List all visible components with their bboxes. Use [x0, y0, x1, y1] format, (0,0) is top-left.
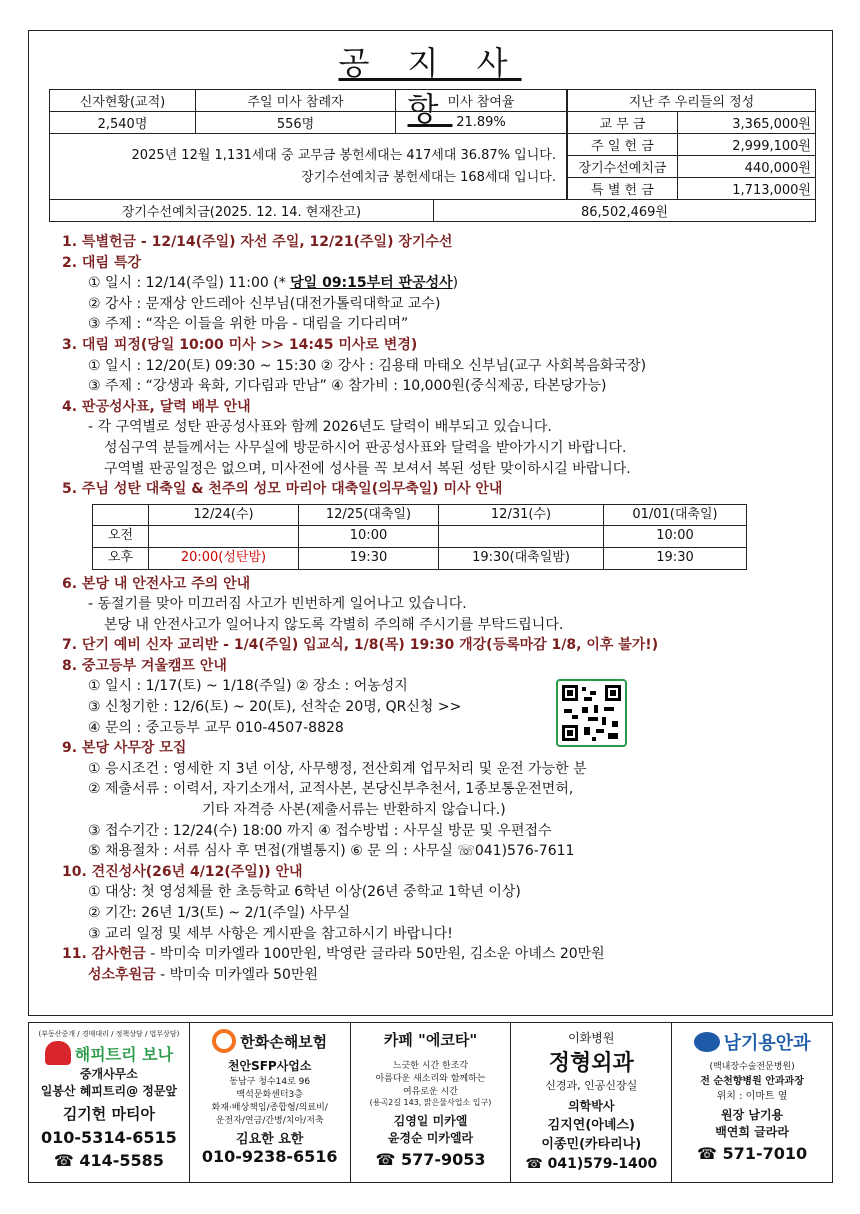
item-line: ① 대상: 첫 영성체를 한 초등학교 6학년 이상(26년 중학교 1학년 이상): [88, 884, 521, 901]
sched-cell: 19:30: [604, 547, 747, 569]
sched-header: 01/01(대축일): [604, 504, 747, 526]
mass-schedule-table: [92, 504, 747, 570]
ad-person: 이종민(카타리나): [541, 1137, 642, 1152]
item-line: ④ 문의 : 중고등부 교무 010-4507-8828: [88, 719, 344, 736]
item-heading: 9. 본당 사무장 모집: [62, 740, 187, 757]
item-line: 구역별 판공일정은 없으며, 미사전에 성사를 꼭 보셔서 복된 성탄 맞이하시길 바랍니다.: [104, 460, 631, 477]
item-heading: 2. 대림 특강: [62, 254, 141, 271]
hanwha-logo-icon: [212, 1029, 236, 1053]
item-line: 기타 자격증 사본(제출서류는 반환하지 않습니다.): [202, 802, 506, 819]
item-line: ⑤ 채용절차 : 서류 심사 후 면접(개별통지) ⑥ 문 의 : 사무실 ☏041)576-7611: [88, 843, 575, 860]
sched-cell: 19:30: [299, 547, 439, 569]
ad-text: 위치 : 이마트 옆: [716, 1091, 788, 1102]
item-line: ① 일시 : 1/17(토) ~ 1/18(주일) ② 장소 : 어농성지: [88, 678, 408, 695]
stat-value: 556명: [196, 112, 396, 134]
ad-name: 한화손해보험: [240, 1032, 328, 1051]
item-line: - 동절기를 맞아 미끄러짐 사고가 빈번하게 일어나고 있습니다.: [88, 596, 467, 613]
ad-text: 천안SFP사업소: [227, 1059, 312, 1073]
ad-text: 아름다운 새소리와 함께하는: [375, 1074, 486, 1084]
ad-phone: 010-9238-6516: [201, 1147, 338, 1166]
item-line: ② 제출서류 : 이력서, 자기소개서, 교적사본, 본당신부추천서, 1종보통운전면허,: [88, 781, 574, 798]
item-line: 11. 감사헌금 - 박미숙 미카엘라 100만원, 박영란 글라라 50만원, 김소운 아녜스 20만원: [62, 946, 605, 963]
ad-text: (백내장수술전문병원): [709, 1062, 795, 1072]
ad-text: 신경과, 인공신장실: [545, 1079, 638, 1092]
ad-person: 김요한 요한: [236, 1132, 304, 1147]
heart-icon: [45, 1041, 71, 1065]
sched-header: [93, 504, 149, 526]
item-line: ② 강사 : 문재상 안드레아 신부님(대전가톨릭대학교 교수): [88, 295, 441, 312]
notice-body: [62, 232, 822, 985]
ad-text: 전 순천향병원 안과과장: [700, 1076, 804, 1087]
item-line: ③ 주제 : “강생과 육화, 기다림과 만남” ④ 참가비 : 10,000원(중식제공, 타본당가능): [88, 378, 607, 395]
ad-hospital: [511, 1023, 672, 1182]
highlight-text: 당일 09:15부터 판공성사: [290, 275, 453, 292]
item-line: ③ 교리 일정 및 세부 사항은 게시판을 참고하시기 바랍니다!: [88, 925, 453, 942]
page-title: 공 지 사 항: [338, 44, 522, 128]
ad-person: 윤경순 미카엘라: [387, 1131, 474, 1145]
ad-realestate: [29, 1023, 190, 1182]
ad-text: 중개사무소: [79, 1067, 138, 1081]
ad-text: 여유로운 시간: [402, 1087, 458, 1097]
offering-label: 장기수선예치금: [568, 156, 678, 178]
sched-cell: [439, 526, 604, 548]
stats-note: 장기수선예치금 봉헌세대는 168세대 입니다.: [301, 169, 556, 185]
ad-insurance: [190, 1023, 351, 1182]
ad-name: 카페 "에코타": [383, 1031, 478, 1049]
item-heading: 5. 주님 성탄 대축일 & 천주의 성모 마리아 대축일(의무축일) 미사 안내: [62, 481, 503, 498]
item-heading: 10. 견진성사(26년 4/12(주일)) 안내: [62, 863, 303, 880]
item-heading: 6. 본당 내 안전사고 주의 안내: [62, 575, 251, 592]
sched-cell: [149, 526, 299, 548]
ad-name: 정형외과: [548, 1051, 634, 1076]
offering-value: 1,713,000원: [678, 178, 816, 200]
ad-person: 백연희 글라라: [715, 1125, 789, 1139]
ad-text: (부동산중개 / 경매대리 / 정책상담 / 법무상담): [38, 1030, 180, 1038]
ad-cafe: [351, 1023, 512, 1182]
ad-phone: ☎ 577-9053: [375, 1150, 486, 1169]
stats-note: 2025년 12월 1,131세대 중 교무금 봉헌세대는 417세대 36.87% 입니다.: [131, 147, 556, 163]
sched-cell: 오전: [93, 526, 149, 548]
item-line: ① 일시 : 12/20(토) 09:30 ~ 15:30 ② 강사 : 김용태 마태오 신부님(교구 사회복음화국장): [88, 357, 647, 374]
offering-value: 3,365,000원: [678, 112, 816, 134]
ad-name: 해피트리 보나: [74, 1044, 174, 1064]
offering-value: 2,999,100원: [678, 134, 816, 156]
stat-header: 미사 참여율: [396, 90, 567, 112]
ad-text: (용곡2길 143, 맑은물사업소 입구): [369, 1098, 492, 1107]
ad-text: 의학박사: [568, 1099, 615, 1113]
item-line: ① 일시 : 12/14(주일) 11:00 (* 당일 09:15부터 판공성사): [88, 275, 459, 292]
balance-table: [49, 199, 816, 222]
balance-value: 86,502,469원: [434, 200, 816, 222]
sched-cell: 오후: [93, 547, 149, 569]
item-line: - 각 구역별로 성탄 판공성사표와 함께 2026년도 달력이 배부되고 있습니다.: [88, 419, 552, 436]
item-line: 성심구역 분들께서는 사무실에 방문하시어 판공성사표와 달력을 받아가시기 바랍니다.: [104, 439, 627, 456]
stat-value: 2,540명: [50, 112, 196, 134]
item-heading: 7. 단기 예비 신자 교리반 - 1/4(주일) 입교식, 1/8(목) 19:30 개강(등록마감 1/8, 이후 불가!): [62, 637, 659, 654]
offering-value: 440,000원: [678, 156, 816, 178]
ad-name: 남기용안과: [723, 1033, 811, 1054]
eye-logo-icon: [694, 1032, 720, 1052]
offering-label: 주 일 헌 금: [568, 134, 678, 156]
ad-text: 일봉산 혜피트리@ 정문앞: [40, 1084, 178, 1098]
stats-table: [49, 89, 567, 200]
ad-person: 김지연(아녜스): [547, 1118, 635, 1133]
offering-header: 지난 주 우리들의 정성: [568, 90, 816, 112]
item-line: ③ 접수기간 : 12/24(수) 18:00 까지 ④ 접수방법 : 사무실 방문 및 우편접수: [88, 822, 552, 839]
ad-eyeclinic: [672, 1023, 832, 1182]
ad-phone: ☎ 041)579-1400: [525, 1156, 658, 1172]
ad-phone: ☎ 414-5585: [53, 1151, 164, 1170]
offering-label: 특 별 헌 금: [568, 178, 678, 200]
sched-header: 12/25(대축일): [299, 504, 439, 526]
item-line: ③ 신청기한 : 12/6(토) ~ 20(토), 선착순 20명, QR신청 >>: [88, 699, 462, 716]
balance-label: 장기수선예치금(2025. 12. 14. 현재잔고): [50, 200, 434, 222]
item-line: ② 기간: 26년 1/3(토) ~ 2/1(주일) 사무실: [88, 905, 351, 921]
ad-text: 화재·배상책임/종합형/의료비/: [211, 1103, 328, 1113]
ad-person: 김영일 미카엘: [393, 1114, 468, 1128]
item-line: ① 응시조건 : 영세한 지 3년 이상, 사무행정, 전산회계 업무처리 및 운전 가능한 분: [88, 760, 587, 777]
sched-cell: 10:00: [604, 526, 747, 548]
sponsor-ads: [28, 1022, 833, 1183]
stat-header: 신자현황(교적): [50, 90, 196, 112]
sched-cell: 10:00: [299, 526, 439, 548]
sched-header: 12/31(수): [439, 504, 604, 526]
item-heading: 1. 특별헌금 - 12/14(주일) 자선 주일, 12/21(주일) 장기수선: [62, 234, 453, 250]
offering-label: 교 무 금: [568, 112, 678, 134]
item-heading: 8. 중고등부 겨울캠프 안내: [62, 657, 227, 674]
stat-header: 주일 미사 참례자: [196, 90, 396, 112]
item-line: 본당 내 안전사고가 일어나지 않도록 각별히 주의해 주시기를 부탁드립니다.: [104, 616, 564, 633]
ad-text: 동남구 청수14로 96: [229, 1077, 311, 1087]
item-line: 성소후원금 - 박미숙 미카엘라 50만원: [88, 966, 319, 983]
ad-text: 느긋한 시간 한조각: [392, 1061, 469, 1071]
item-heading: 3. 대림 피정(당일 10:00 미사 >> 14:45 미사로 변경): [62, 336, 418, 353]
ad-person: 김기헌 마티아: [62, 1105, 155, 1123]
sched-cell: 19:30(대축일밤): [439, 547, 604, 569]
item-heading: 4. 판공성사표, 달력 배부 안내: [62, 398, 251, 415]
ad-phone: ☎ 571-7010: [697, 1144, 808, 1163]
item-line: ③ 주제 : “작은 이들을 위한 마음 - 대림을 기다리며”: [88, 316, 409, 333]
sched-header: 12/24(수): [149, 504, 299, 526]
offering-table: [567, 89, 816, 200]
stat-value: 21.89%: [396, 112, 567, 134]
ad-person: 원장 남기용: [721, 1108, 784, 1122]
ad-text: 백석문화센터3층: [236, 1090, 303, 1100]
ad-text: 운전자/연금/간병/치아/저축: [215, 1116, 324, 1126]
sched-cell: 20:00(성탄밤): [149, 547, 299, 569]
qr-code-icon[interactable]: [556, 679, 627, 747]
ad-phone: 010-5314-6515: [41, 1128, 177, 1147]
ad-text: 이화병원: [568, 1031, 615, 1045]
